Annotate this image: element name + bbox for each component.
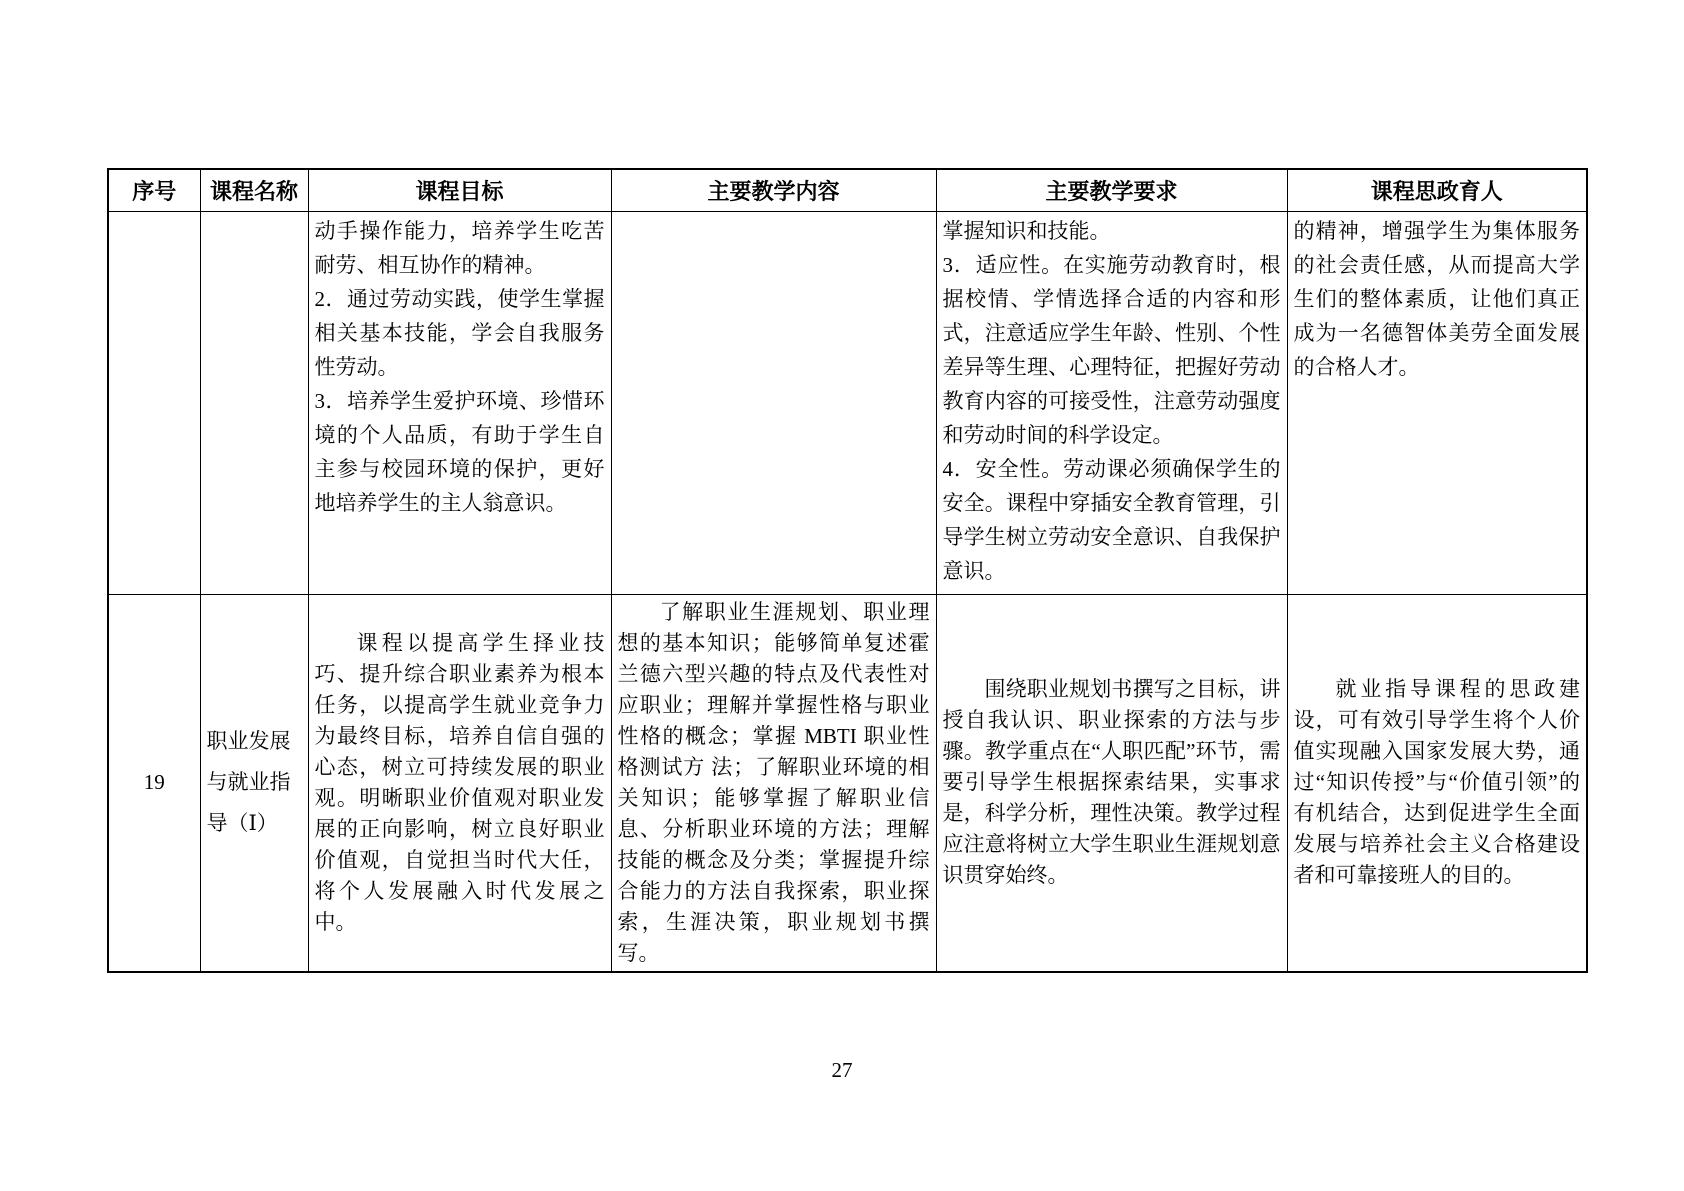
page-number: 27	[831, 1058, 853, 1082]
header-seq: 序号	[108, 169, 200, 211]
cell-row2-seq: 19	[108, 594, 200, 972]
paragraph: 3．培养学生爱护环境、珍惜环境的个人品质，有助于学生自主参与校园环境的保护，更好地培养学生的主人翁意识。	[314, 388, 605, 515]
header-teaching-content: 主要教学内容	[611, 169, 936, 211]
header-row	[108, 169, 1587, 211]
course-table	[107, 168, 1588, 973]
cell-row2-objectives	[308, 594, 611, 972]
header-ideology: 课程思政育人	[1287, 169, 1587, 211]
paragraph: 动手操作能力，培养学生吃苦耐劳、相互协作的精神。	[314, 218, 605, 277]
table-row-continuation	[108, 211, 1587, 594]
cell-row1-seq	[108, 211, 200, 594]
cell-row2-requirements	[936, 594, 1287, 972]
cell-row1-objectives	[308, 211, 611, 594]
paragraph: 2．通过劳动实践，使学生掌握相关基本技能，学会自我服务性劳动。	[314, 286, 605, 379]
header-objectives: 课程目标	[308, 169, 611, 211]
cell-row1-content	[611, 211, 936, 594]
paragraph: 就业指导课程的思政建设，可有效引导学生将个人价值实现融入国家发展大势，通过“知识传授”与“价值引领”的有机结合，达到促进学生全面发展与培养社会主义合格建设者和可靠接班人的目的。	[1293, 677, 1580, 887]
paragraph: 的精神，增强学生为集体服务的社会责任感，从而提高大学生们的整体素质，让他们真正成为一名德智体美劳全面发展的合格人才。	[1293, 218, 1580, 379]
header-teaching-requirements: 主要教学要求	[936, 169, 1287, 211]
cell-row2-ideology	[1287, 594, 1587, 972]
cell-row2-content	[611, 594, 936, 972]
paragraph: 掌握知识和技能。	[942, 218, 1111, 243]
cell-row1-ideology	[1287, 211, 1587, 594]
paragraph: 了解职业生涯规划、职业理想的基本知识；能够简单复述霍兰德六型兴趣的特点及代表性对应职业；理解并掌握性格与职业性格的概念；掌握 MBTI 职业性格测试方 法；了解职业环境的相关知识；能够掌握了解职业信息、分析职业环境的方法；理解技能的概念及分类；掌握提升综合能力的方法自我探索，职业探索，生涯决策，职业规划书撰写。	[617, 599, 930, 965]
cell-row2-name: 职业发展与就业指导（Ⅰ）	[200, 594, 308, 972]
paragraph: 3．适应性。在实施劳动教育时，根据校情、学情选择合适的内容和形式，注意适应学生年龄、性别、个性差异等生理、心理特征，把握好劳动教育内容的可接受性，注意劳动强度和劳动时间的科学设定。	[942, 252, 1281, 447]
cell-row1-name	[200, 211, 308, 594]
header-course-name: 课程名称	[200, 169, 308, 211]
cell-row1-requirements	[936, 211, 1287, 594]
table-row-course-19	[108, 594, 1587, 972]
paragraph: 课程以提高学生择业技巧、提升综合职业素养为根本任务，以提高学生就业竞争力为最终目标，培养自信自强的心态，树立可持续发展的职业观。明晰职业价值观对职业发展的正向影响，树立良好职业价值观，自觉担当时代大任，将个人发展融入时代发展之中。	[314, 630, 605, 934]
paragraph: 围绕职业规划书撰写之目标，讲授自我认识、职业探索的方法与步骤。教学重点在“人职匹配”环节，需要引导学生根据探索结果，实事求是，科学分析，理性决策。教学过程应注意将树立大学生职业生涯规划意识贯穿始终。	[942, 677, 1281, 887]
paragraph: 4．安全性。劳动课必须确保学生的安全。课程中穿插安全教育管理，引导学生树立劳动安全意识、自我保护意识。	[942, 456, 1281, 583]
